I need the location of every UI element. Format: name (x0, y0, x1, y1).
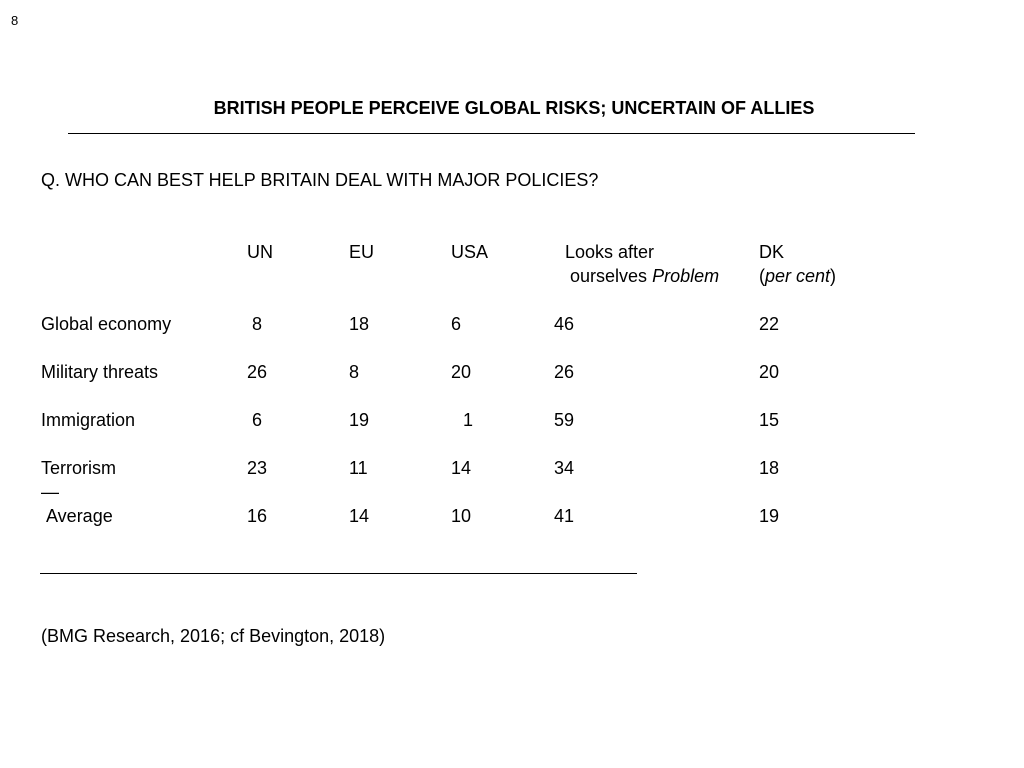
header-usa: USA (451, 242, 489, 262)
cell-un: 23 (246, 458, 268, 478)
row-label-military-threats: Military threats (41, 362, 159, 382)
cell-dk: 19 (759, 506, 780, 526)
cell-looks-after: 59 (554, 410, 575, 430)
close-paren: ) (830, 266, 837, 286)
cell-un: 6 (251, 410, 262, 430)
survey-question: Q. WHO CAN BEST HELP BRITAIN DEAL WITH MAJOR POLICIES? (41, 170, 599, 190)
row-label-global-economy: Global economy (41, 314, 172, 334)
header-dk: DK (759, 242, 785, 262)
cell-looks-after: 26 (554, 362, 575, 382)
cell-usa: 20 (451, 362, 472, 382)
cell-eu: 11 (349, 458, 368, 478)
cell-un: 8 (251, 314, 262, 334)
header-un: UN (247, 242, 273, 262)
row-label-immigration: Immigration (41, 410, 136, 430)
cell-looks-after: 34 (554, 458, 575, 478)
cell-dk: 20 (759, 362, 780, 382)
cell-usa: 14 (451, 458, 472, 478)
cell-usa: 6 (451, 314, 462, 334)
source-citation: (BMG Research, 2016; cf Bevington, 2018) (41, 626, 386, 646)
header-eu: EU (349, 242, 375, 262)
row-separator-dash: — (41, 482, 59, 502)
table-bottom-rule (40, 573, 637, 574)
cell-dk: 22 (759, 314, 780, 334)
header-ourselves: ourselves (570, 266, 648, 286)
cell-dk: 18 (759, 458, 780, 478)
cell-looks-after: 41 (554, 506, 575, 526)
cell-dk: 15 (759, 410, 780, 430)
per-cent-text: per cent (765, 266, 831, 286)
cell-eu: 14 (349, 506, 370, 526)
row-label-average: Average (46, 506, 113, 526)
cell-un: 16 (246, 506, 268, 526)
row-label-terrorism: Terrorism (41, 458, 116, 478)
cell-looks-after: 46 (554, 314, 575, 334)
header-ourselves-problem (570, 266, 719, 287)
header-looks-after: Looks after (565, 242, 655, 262)
cell-eu: 19 (349, 410, 370, 430)
page-title: BRITISH PEOPLE PERCEIVE GLOBAL RISKS; UNCERTAIN OF ALLIES (213, 98, 815, 118)
header-per-cent (759, 266, 836, 287)
page-number: 8 (11, 13, 19, 28)
cell-eu: 8 (349, 362, 360, 382)
open-paren: ( (759, 266, 765, 286)
cell-usa: 10 (451, 506, 472, 526)
cell-usa: 1 (462, 410, 473, 430)
cell-eu: 18 (349, 314, 370, 334)
header-problem: Problem (652, 266, 720, 286)
cell-un: 26 (246, 362, 268, 382)
title-divider (68, 133, 915, 134)
